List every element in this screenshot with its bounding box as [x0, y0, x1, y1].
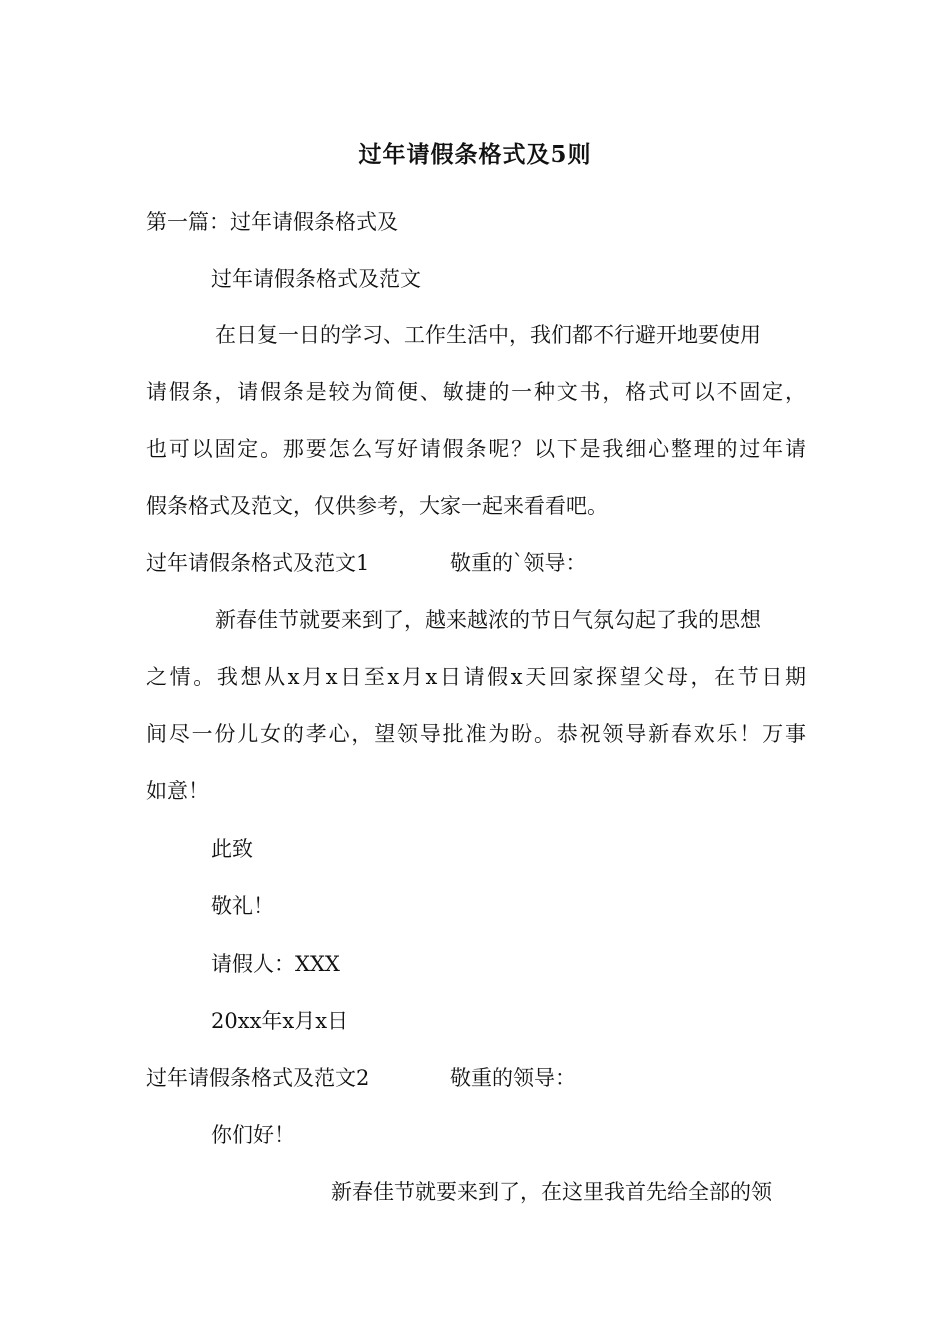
sample1-body-line-2: 之情。我想从x月x日至x月x日请假x天回家探望父母，在节日期 — [146, 665, 806, 689]
sample1-signer: 请假人：XXX — [211, 952, 340, 976]
sample2-label: 过年请假条格式及范文2 — [146, 1066, 370, 1090]
section-heading: 第一篇：过年请假条格式及 — [146, 210, 398, 234]
sample2-hello: 你们好！ — [211, 1123, 295, 1147]
sample1-closing-2: 敬礼！ — [211, 894, 274, 918]
sample1-body-line-1: 新春佳节就要来到了，越来越浓的节日气氛勾起了我的思想 — [215, 608, 761, 632]
intro-line-2: 请假条，请假条是较为简便、敏捷的一种文书，格式可以不固定， — [146, 380, 806, 404]
document-title: 过年请假条格式及5则 — [358, 141, 592, 168]
sample2-greeting: 敬重的领导： — [450, 1066, 576, 1090]
sample1-label: 过年请假条格式及范文1 — [146, 551, 370, 575]
intro-line-4: 假条格式及范文，仅供参考，大家一起来看看吧。 — [146, 494, 608, 518]
sample1-body-line-4: 如意！ — [146, 779, 209, 803]
sample1-body-line-3: 间尽一份儿女的孝心，望领导批准为盼。恭祝领导新春欢乐！万事 — [146, 722, 806, 746]
subheading: 过年请假条格式及范文 — [211, 267, 421, 291]
intro-line-3: 也可以固定。那要怎么写好请假条呢？以下是我细心整理的过年请 — [146, 437, 806, 461]
sample1-closing-1: 此致 — [211, 837, 253, 861]
sample1-greeting: 敬重的`领导： — [450, 551, 587, 575]
intro-line-1: 在日复一日的学习、工作生活中，我们都不行避开地要使用 — [215, 323, 761, 347]
sample1-date: 20xx年x月x日 — [211, 1009, 349, 1033]
sample2-body-start: 新春佳节就要来到了，在这里我首先给全部的领 — [331, 1180, 772, 1204]
